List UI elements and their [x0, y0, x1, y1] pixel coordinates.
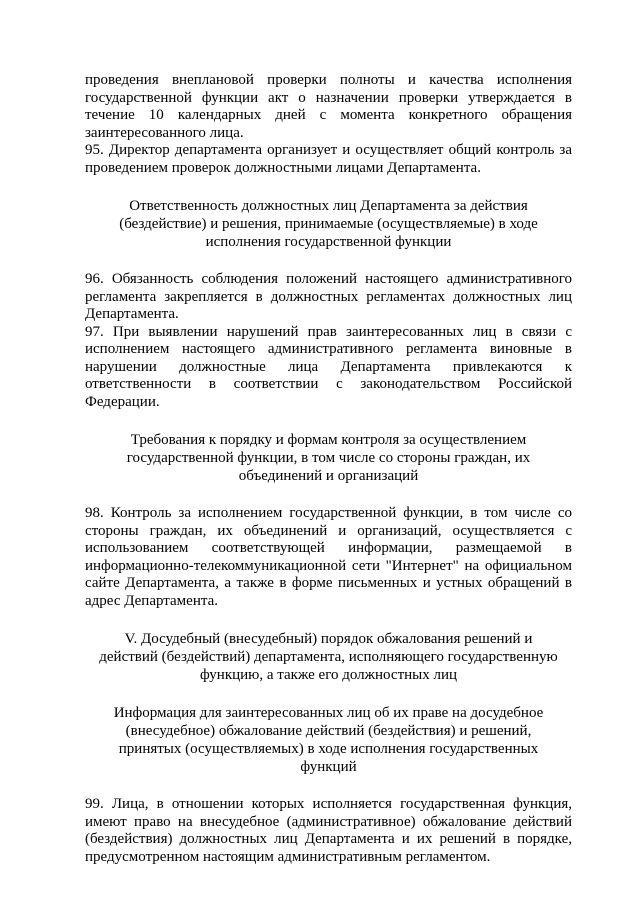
paragraph-97: 97. При выявлении нарушений прав заинтересованных лиц в связи с исполнением настоящего административного регламента виновные в нарушении должностные лица Департамента привлекаются к ответственности в соответствии с законодательством Российской Федерации. [85, 323, 572, 410]
paragraph-96: 96. Обязанность соблюдения положений настоящего административного регламента закрепляется в должностных регламентах должностных лиц Департамента. [85, 271, 572, 322]
heading-info: Информация для заинтересованных лиц об их праве на досудебное (внесудебное) обжалование действий (бездействия) и решений, принятых (осуществляемых) в ходе исполнения государственных функций [113, 705, 544, 775]
heading-requirements: Требования к порядку и формам контроля за осуществлением государственной функции, в том числе со стороны граждан, их объединений и организаций [126, 432, 531, 484]
heading-section-5: V. Досудебный (внесудебный) порядок обжалования решений и действий (бездействий) департамента, исполняющего государственную функцию, а также его должностных лиц [99, 631, 558, 683]
paragraph-99: 99. Лица, в отношении которых исполняется государственная функция, имеют право на внесудебное (административное) обжалование действий (бездействия) должностных лиц Департамента и их решений в порядке, предусмотренном настоящим административным регламентом. [85, 796, 572, 865]
paragraph-intro: проведения внеплановой проверки полноты и качества исполнения государственной функции акт о назначении проверки утверждается в течение 10 календарных дней с момента конкретного обращения заинтересованного лица. [85, 72, 572, 141]
paragraph-98: 98. Контроль за исполнением государственной функции, в том числе со стороны граждан, их объединений и организаций, осуществляется с использованием соответствующей информации, размещаемой в информационно-телекоммуникационной сети "Интернет" на официальном сайте Департамента, а также в форме письменных и устных обращений в адрес Департамента. [85, 505, 572, 609]
paragraph-95: 95. Директор департамента организует и осуществляет общий контроль за проведением проверок должностными лицами Департамента. [85, 142, 572, 176]
heading-responsibility: Ответственность должностных лиц Департамента за действия (бездействие) и решения, принимаемые (осуществляемые) в ходе исполнения государственной функции [119, 198, 538, 250]
